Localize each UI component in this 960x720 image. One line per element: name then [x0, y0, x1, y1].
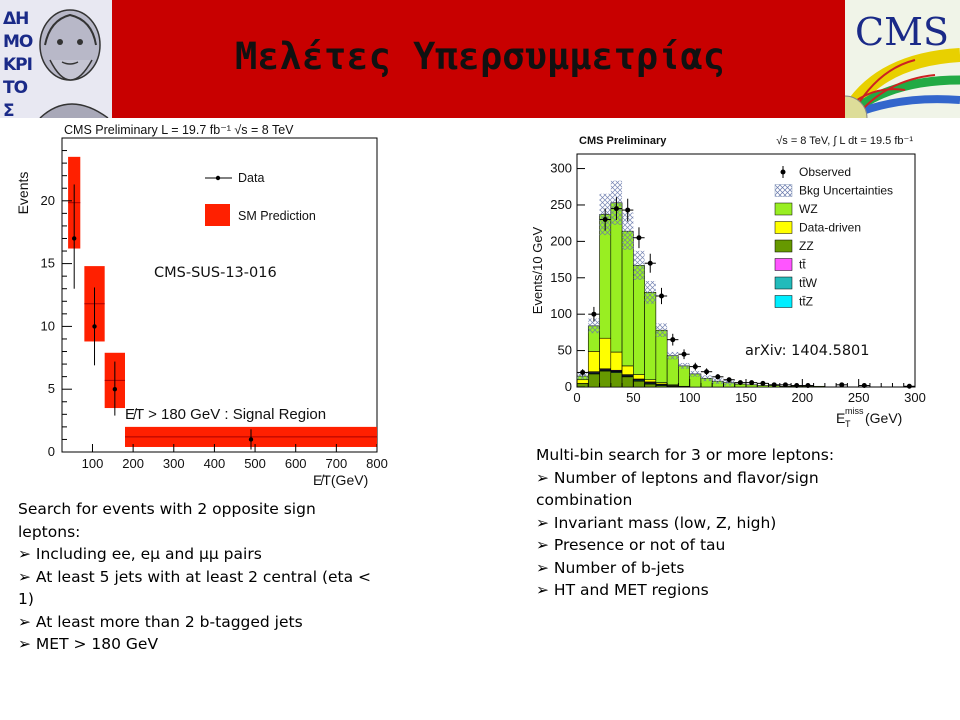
observed-point: [839, 382, 844, 387]
observed-point: [614, 206, 619, 211]
stack-bar: [611, 352, 622, 370]
legend-label: tt̄: [799, 257, 806, 272]
observed-point: [704, 369, 709, 374]
y-tick-label: 10: [40, 318, 55, 334]
stack-bar: [622, 366, 633, 375]
chart-title: CMS Preliminary: [579, 135, 667, 147]
y-tick-label: 5: [47, 381, 55, 397]
observed-point: [727, 377, 732, 382]
y-axis-label: Events/10 GeV: [530, 226, 545, 315]
legend-sm-label: SM Prediction: [238, 209, 316, 223]
legend-uncertainty-swatch: [775, 185, 792, 197]
x-tick-label: 200: [791, 390, 814, 405]
x-tick-label: 800: [366, 456, 388, 471]
legend-label: WZ: [799, 202, 818, 216]
legend-label: Data-driven: [799, 220, 862, 235]
x-tick-label: 150: [735, 390, 757, 405]
text-line: ➢ MET > 180 GeV: [18, 635, 159, 653]
observed-point: [805, 383, 810, 388]
observed-point: [580, 370, 585, 375]
demokritos-logo-text: ΔΗΜΟΚΡΙΤΟΣ: [3, 9, 33, 121]
legend-swatch: [775, 240, 792, 252]
cms-logo-text: CMS: [855, 10, 950, 54]
stack-bar: [656, 330, 667, 382]
x-tick-label: 300: [904, 390, 926, 405]
stack-bar: [633, 381, 644, 387]
stack-bar: [611, 372, 622, 387]
stack-bar: [645, 384, 656, 387]
observed-point: [625, 208, 630, 213]
y-tick-label: 15: [40, 255, 55, 271]
x-tick-label: 600: [284, 456, 307, 471]
legend-swatch: [775, 222, 792, 234]
text-line: ➢ HT and MET regions: [536, 581, 709, 599]
y-tick-label: 200: [550, 233, 572, 249]
text-line: Multi-bin search for 3 or more leptons:: [536, 446, 835, 464]
data-point: [113, 387, 117, 391]
x-tick-label: 400: [203, 456, 226, 471]
uncertainty-band: [701, 375, 712, 381]
text-line: ➢ Number of b-jets: [536, 558, 685, 577]
observed-point: [648, 261, 653, 266]
stack-bar: [633, 265, 644, 374]
observed-point: [783, 382, 788, 387]
arxiv-annotation: arXiv: 1404.5801: [745, 343, 870, 359]
y-tick-label: 300: [550, 160, 572, 176]
observed-point: [715, 374, 720, 379]
y-tick-label: 20: [40, 192, 55, 208]
data-point: [92, 324, 96, 328]
chart-title: CMS Preliminary L = 19.7 fb⁻¹ √s = 8 TeV: [64, 123, 294, 137]
legend-swatch: [775, 259, 792, 271]
x-tick-label: 100: [81, 456, 104, 471]
analysis-id-annotation: CMS-SUS-13-016: [154, 265, 277, 281]
met-signal-region-chart: [0, 120, 395, 500]
uncertainty-band: [656, 323, 667, 337]
text-line: ➢ Invariant mass (low, Z, high): [536, 513, 777, 532]
observed-point: [738, 380, 743, 385]
observed-point: [760, 381, 765, 386]
text-line: ➢ Including ee, eμ and μμ pairs: [18, 545, 262, 563]
stack-bar: [645, 292, 656, 379]
x-tick-label: 500: [244, 456, 266, 471]
observed-point: [794, 383, 799, 388]
stack-bar: [577, 380, 588, 384]
observed-point: [591, 312, 596, 317]
observed-point: [693, 364, 698, 369]
observed-point: [670, 337, 675, 342]
chart-subtitle: √s = 8 TeV, ∫ L dt = 19.5 fb⁻¹: [776, 135, 913, 147]
x-tick-label: 300: [162, 456, 185, 471]
slide-title: Μελέτες Υπερσυμμετρίας: [234, 35, 726, 78]
y-tick-label: 0: [564, 379, 572, 394]
y-tick-label: 100: [550, 306, 572, 322]
x-axis-label-sub: T: [845, 419, 851, 429]
data-point: [72, 236, 76, 240]
met-chart-svg: [0, 120, 395, 500]
y-axis-label: Events: [15, 171, 31, 215]
legend-swatch: [775, 277, 792, 289]
legend-label: tt̄Z: [799, 294, 813, 309]
x-axis-label: E̸T(GeV): [313, 472, 369, 488]
x-tick-label: 700: [325, 456, 348, 471]
legend-observed-marker: [781, 170, 786, 175]
observed-point: [749, 380, 754, 385]
text-line: ➢ At least more than 2 b-tagged jets: [18, 612, 303, 631]
legend-swatch: [775, 203, 792, 215]
multilepton-chart-svg: [510, 120, 960, 440]
legend-swatch: [775, 296, 792, 308]
stack-bar: [577, 383, 588, 387]
x-axis-label-main: E: [836, 410, 846, 426]
stack-bar: [622, 377, 633, 387]
x-tick-label: 0: [573, 390, 581, 405]
x-tick-label: 200: [122, 456, 144, 471]
stack-bar: [600, 338, 611, 369]
observed-point: [682, 352, 687, 357]
stack-bar: [814, 386, 825, 387]
stack-bar: [633, 375, 644, 379]
text-line: ➢ Number of leptons and flavor/sign combination: [536, 468, 824, 509]
stack-bar: [600, 371, 611, 387]
legend-data-marker: [216, 176, 220, 180]
x-tick-label: 100: [678, 390, 701, 405]
stack-bar: [667, 356, 678, 385]
text-line: ➢ At least 5 jets with at least 2 central (eta < 1): [18, 567, 376, 608]
text-line: ➢ Presence or not of tau: [536, 536, 726, 554]
uncertainty-band: [645, 281, 656, 304]
data-point: [249, 437, 253, 441]
signal-region-annotation: E̸T > 180 GeV : Signal Region: [125, 406, 327, 423]
legend-label: ZZ: [799, 239, 814, 253]
uncertainty-band: [633, 251, 644, 280]
uncertainty-band: [678, 363, 689, 369]
uncertainty-band: [690, 371, 701, 377]
observed-point: [603, 217, 608, 222]
text-line: Search for events with 2 opposite sign leptons:: [18, 500, 321, 541]
stack-bar: [746, 385, 757, 387]
legend-label: Observed: [799, 165, 852, 179]
legend-label: tt̄W: [799, 276, 817, 290]
legend-data-label: Data: [238, 171, 265, 185]
y-tick-label: 250: [550, 196, 572, 212]
multilepton-met-chart: [510, 120, 960, 440]
observed-point: [659, 293, 664, 298]
observed-point: [862, 383, 867, 388]
observed-point: [636, 235, 641, 240]
legend-label: Bkg Uncertainties: [799, 183, 894, 198]
legend-sm-swatch: [205, 204, 230, 226]
stack-bar: [611, 203, 622, 352]
cms-logo: [845, 0, 960, 118]
y-tick-label: 0: [47, 444, 55, 459]
demokritos-logo: [0, 0, 112, 121]
stack-bar: [622, 231, 633, 366]
observed-point: [907, 384, 912, 389]
dilepton-search-description: [18, 498, 378, 656]
uncertainty-band: [667, 352, 678, 360]
x-tick-label: 250: [847, 390, 870, 405]
stack-bar: [645, 380, 656, 382]
stack-bar: [678, 366, 689, 386]
stack-bar: [588, 374, 599, 387]
x-axis-label-unit: (GeV): [865, 410, 903, 426]
x-tick-label: 50: [626, 390, 641, 405]
observed-point: [772, 382, 777, 387]
y-tick-label: 150: [550, 269, 572, 285]
x-axis-label-sup: miss: [845, 406, 864, 416]
multilepton-search-description: [536, 444, 916, 602]
y-tick-label: 50: [557, 342, 572, 358]
stack-bar: [588, 351, 599, 371]
